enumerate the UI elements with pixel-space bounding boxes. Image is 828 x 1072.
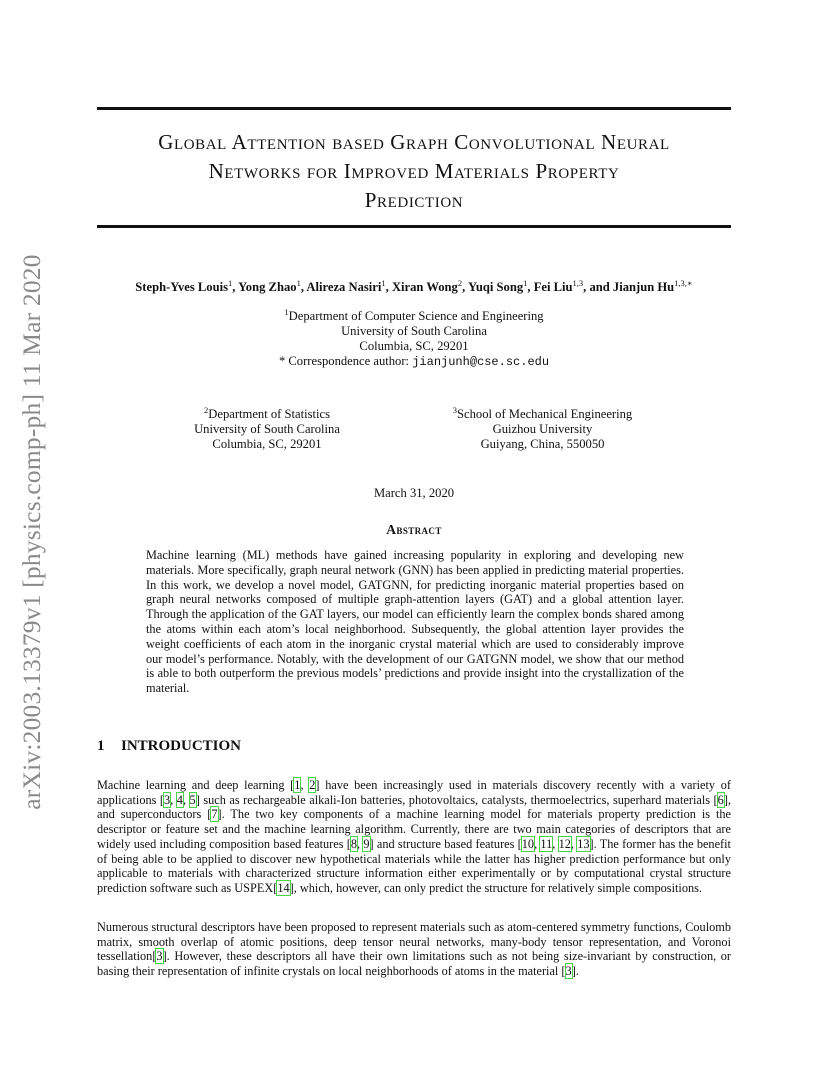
citation-link[interactable]: 9 [363,836,370,851]
citation-link[interactable]: 10 [521,836,535,851]
author-name: Steph-Yves Louis [135,280,229,295]
affiliation-line: University of South Carolina [341,324,487,339]
author-affil-mark: 1,3,∗ [674,278,693,288]
intro-paragraph-1: Machine learning and deep learning [1, 2] have been increasingly used in materials discovery recently with a variety of applications [3, 4, 5] such as rechargeable alkali-Ion batteries, photovoltaics, catalysts, thermoelectrics, superhard materials [6], and superconductors [7]. The two key components of a machine learning model for materials property prediction is the descriptor or feature set and the machine learning algorithm. Currently, there are two main categories of descriptors that are widely used including composition based features [8, 9] and structure based features [10, 11, 12, 13]. The former has the benefit of being able to be applied to discover new hypothetical materials while the latter has higher prediction performance but only applicable to materials with characterized structure information either experimentally or by computational crystal structure prediction software such as USPEX[14], which, however, can only predict the structure for relatively simple compositions. [97,778,732,895]
author-name: Jianjun Hu [612,280,675,295]
affiliation-line: Department of Statistics [208,407,330,422]
citation-link[interactable]: 3 [565,964,572,979]
citation-link[interactable]: 13 [577,836,590,851]
affiliation-line: Columbia, SC, 29201 [359,339,469,354]
paper-date: March 31, 2020 [373,486,455,500]
author-affil-mark: 1 [523,278,528,288]
affiliation-line: Department of Computer Science and Engineering [288,309,544,324]
author-name: Alireza Nasiri [306,280,382,295]
citation-link[interactable]: 14 [277,880,290,895]
affiliation-3 [430,403,655,452]
title-line-2: Networks for Improved Materials Property [208,159,620,183]
affiliation-line: Columbia, SC, 29201 [212,437,322,452]
section-heading [97,738,241,755]
abstract-heading: Abstract [386,522,442,537]
citation-link[interactable]: 7 [211,807,218,822]
author-name: Xiran Wong [391,280,458,295]
author-name: Yong Zhao [238,280,297,295]
citation-link[interactable]: 5 [189,792,196,807]
affiliation-1 [97,305,731,370]
abstract-text: Machine learning (ML) methods have gained increasing popularity in exploring and developing new materials. More specifically, graph neural network (GNN) has been applied in predicting material properties. In this work, we develop a novel model, GATGNN, for predicting inorganic material properties based on graph neural networks composed of multiple graph-attention layers (GAT) and a global attention layer. Through the application of the GAT layers, our model can efficiently learn the complex bonds shared among the atoms within each atom’s local neighborhood. Subsequently, the global attention layer provides the weight coefficients of each atom in the inorganic crystal material which are used to considerably improve our model’s performance. Notably, with the development of our GATGNN model, we show that our method is able to both outperform the previous models’ predictions and provide insight into the crystallization of the material. [146,548,684,696]
author-affil-mark: 1 [296,278,301,288]
author-affil-mark: 1 [228,278,233,288]
affiliation-line: Guiyang, China, 550050 [480,437,605,452]
arxiv-identifier: arXiv:2003.13379v1 [physics.comp-ph] 11 Mar 2020 [17,254,46,810]
affiliation-mark: 3 [452,405,458,415]
author-affil-mark: 1,3 [572,278,584,288]
correspondence-label: * Correspondence author: [278,354,410,369]
section-number: 1 [97,738,105,754]
title-rule-top [97,107,731,110]
author-conjunction: and [589,280,610,295]
paper-title [97,128,731,215]
author-name: Fei Liu [533,280,573,295]
citation-link[interactable]: 11 [540,836,553,851]
citation-link[interactable]: 8 [350,836,358,851]
correspondence-email[interactable]: jianjunh@cse.sc.edu [412,355,550,370]
affiliation-2 [157,403,377,452]
title-rule-bottom [97,225,731,228]
affiliation-line: School of Mechanical Engineering [457,407,633,422]
citation-link[interactable]: 4 [176,792,183,807]
citation-link[interactable]: 1 [294,778,301,792]
citation-link[interactable]: 2 [309,778,316,792]
author-list: Steph-Yves Louis$^1$, Yong Zhao$^1$, Alireza Nasiri$^1$, Xiran Wong$^2$, Yuqi Song$^1$, Fei Liu$^{1,3}$, and Jianjun $Hu^{1,3,∗}$ [135,278,693,295]
author-name: Yuqi Song [467,280,524,295]
citation-link[interactable]: 6 [717,792,724,807]
affiliation-line: University of South Carolina [194,422,340,437]
citation-link[interactable]: 3 [156,949,163,964]
affiliation-line: Guizhou University [492,422,593,437]
author-affil-mark: 2 [457,278,463,288]
citation-link[interactable]: 3 [164,792,171,807]
affiliation-mark: 2 [204,405,209,415]
title-line-3: Prediction [364,188,464,212]
affiliation-mark: 1 [284,307,289,317]
section-title: INTRODUCTION [121,738,242,754]
author-affil-mark: 1 [381,278,386,288]
intro-paragraph-2: Numerous structural descriptors have been proposed to represent materials such as atom-centered symmetry functions, Coulomb matrix, smooth overlap of atomic positions, deep tensor neural networks, many-body tensor representation, and Voronoi tessellation[3]. However, these descriptors all have their own limitations such as not being size-invariant by construction, or basing their representation of infinite crystals on local neighborhoods of atoms in the material [3]. [97,920,731,979]
citation-link[interactable]: 12 [558,836,571,851]
title-line-1: Global Attention based Graph Convolutional Neural [158,130,670,154]
